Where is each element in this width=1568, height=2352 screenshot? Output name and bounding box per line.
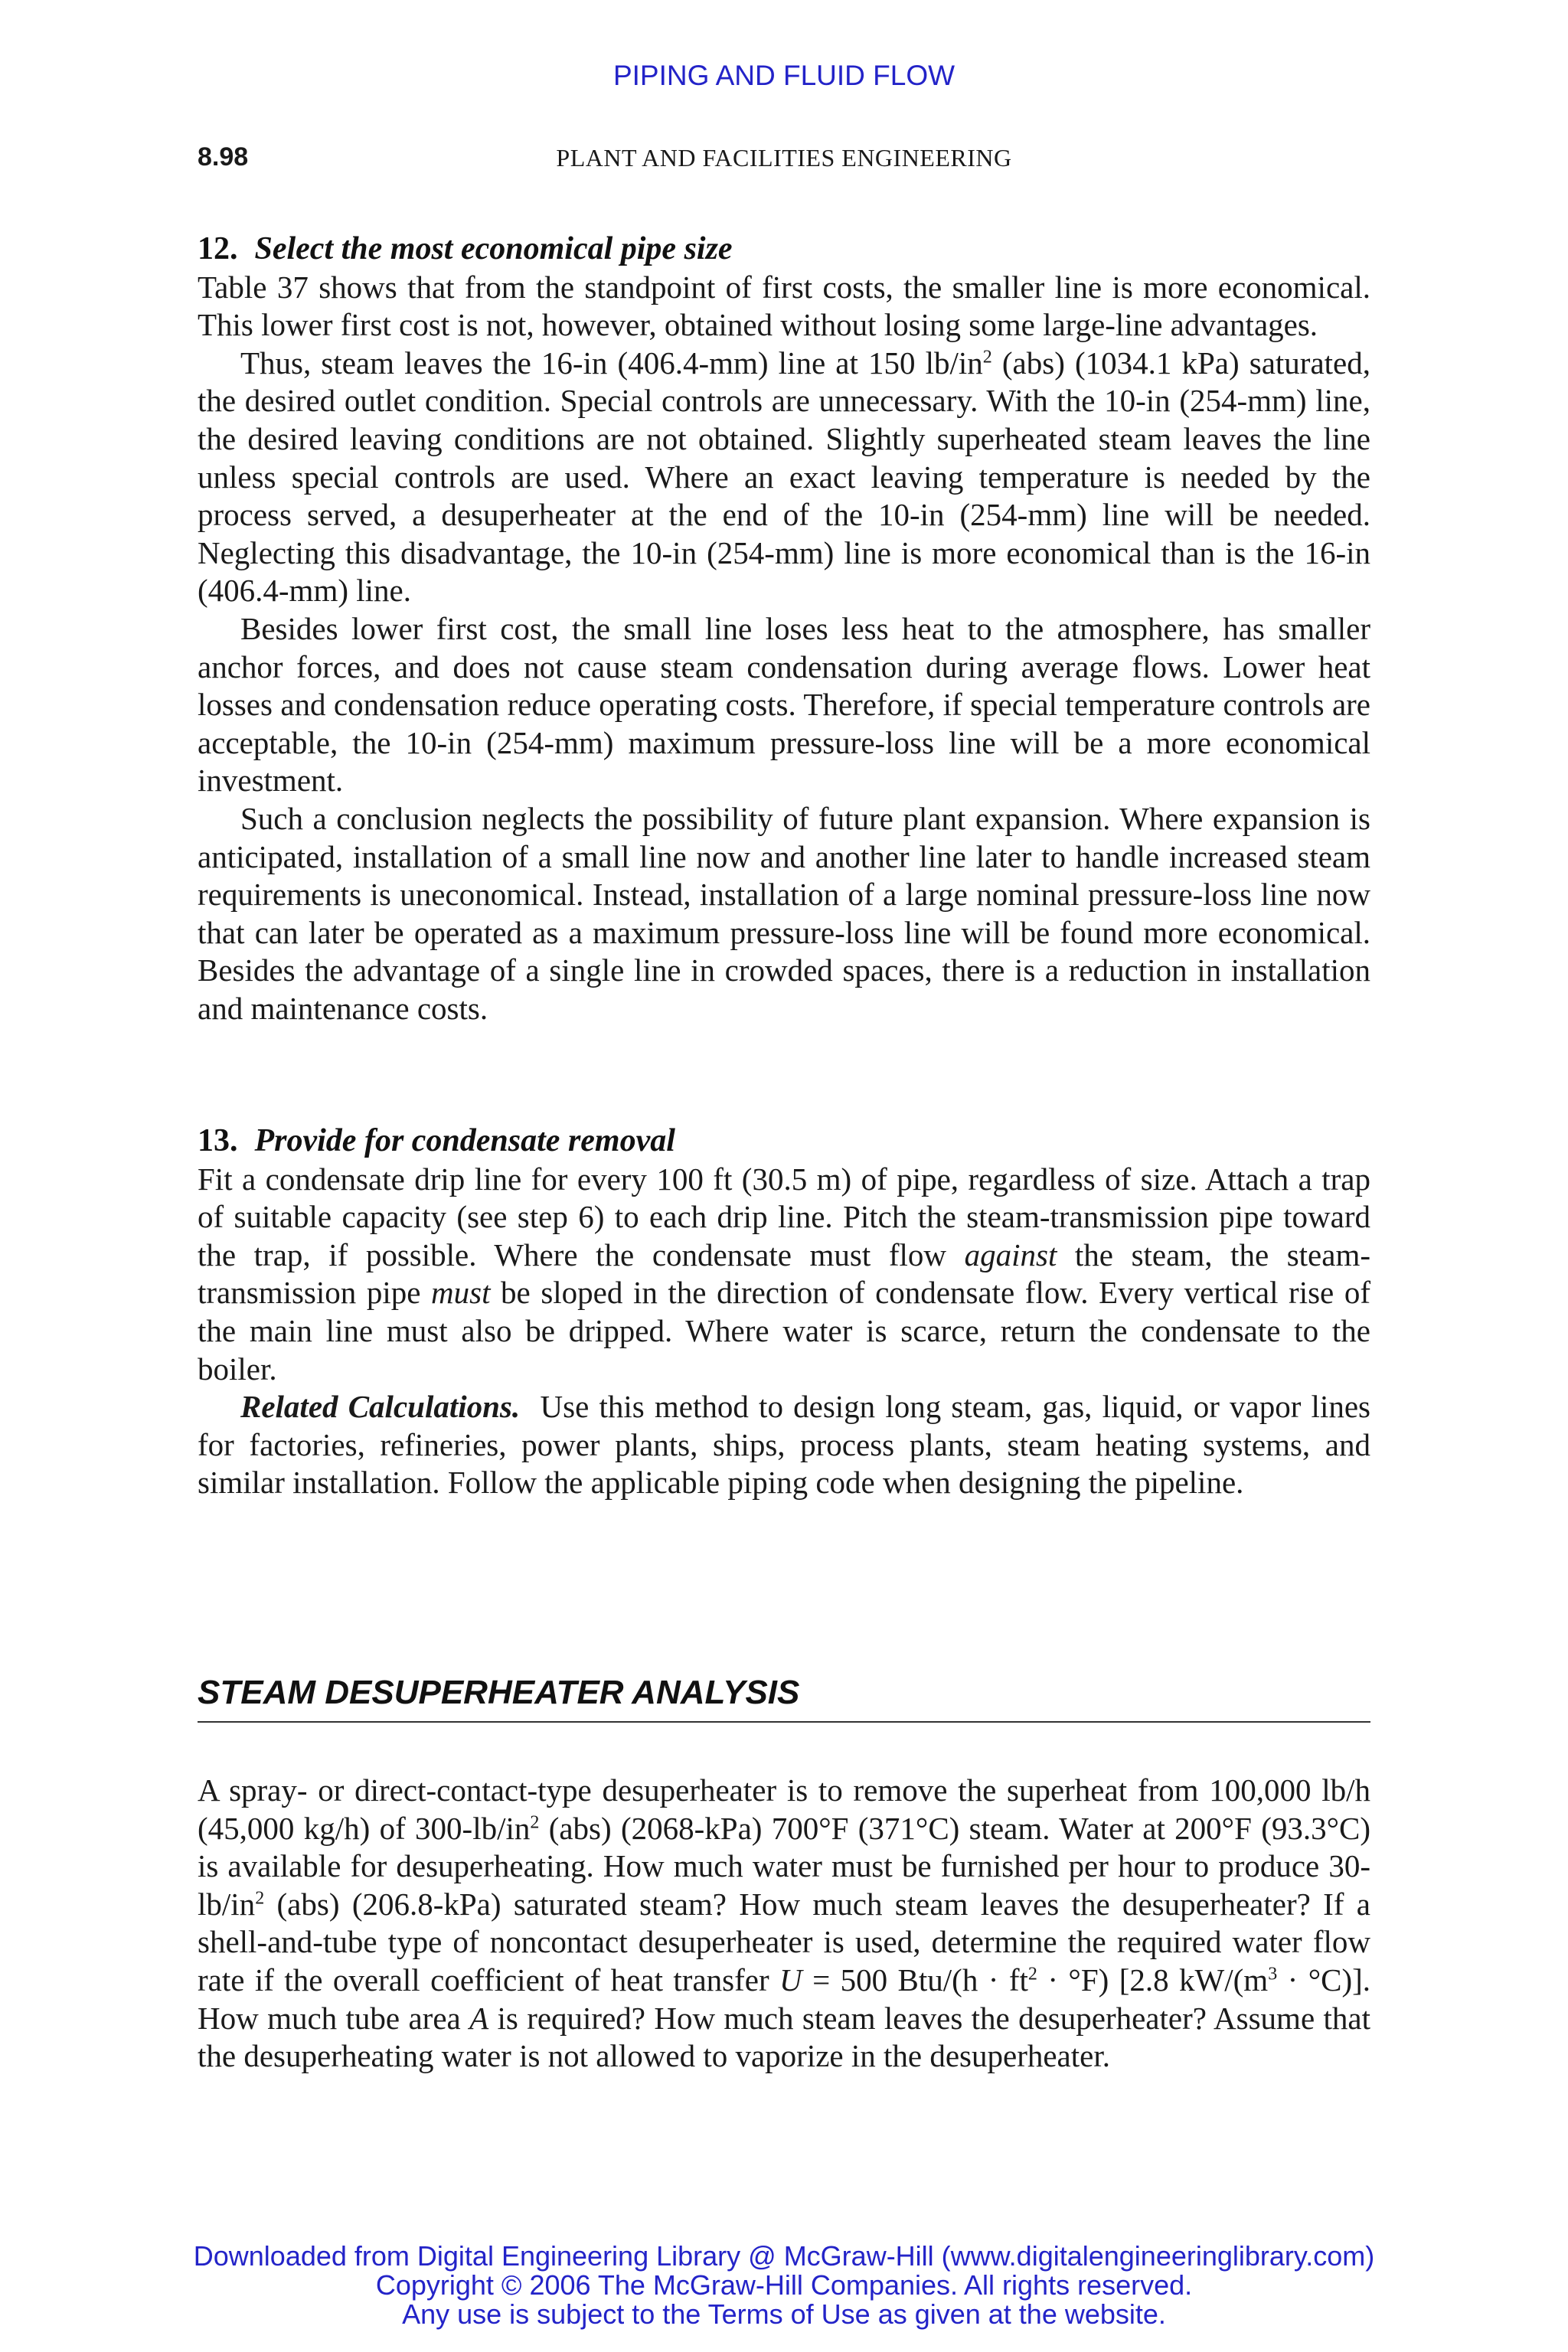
emphasis-must: must — [431, 1275, 491, 1311]
running-head: PIPING AND FLUID FLOW — [612, 60, 956, 91]
problem-text-6: · °C)]. How much tube area — [198, 1962, 1371, 2036]
variable-a: A — [469, 2000, 489, 2036]
step-12-p2-text-b: (abs) (1034.1 kPa) saturated, the desired outlet condition. Special controls are unnecessary. With the 10-in (254-mm) line, the desired leaving conditions are not obtained. Slightly superheated steam leaves the line unless special controls are used. Where an exact leaving temperature is needed by the process served, a desuperheater at the end of the 10-in (254-mm) line will be needed. Neglecting this disadvantage, the 10-in (254-mm) line is more economical than is the 16-in (406.4-mm) line. — [198, 345, 1370, 609]
related-calculations-paragraph — [198, 1388, 1370, 1502]
step-12-number: 12. — [198, 231, 238, 266]
step-12-paragraph-2 — [198, 345, 1370, 610]
related-calculations-label: Related Calculations. — [240, 1389, 521, 1425]
problem-text-5: · °F) [2.8 kW/(m — [1037, 1962, 1269, 1998]
step-13-title: Provide for condensate removal — [254, 1123, 675, 1158]
step-13-block — [198, 1122, 1370, 1502]
problem-text-4: = 500 Btu/(h · ft — [802, 1962, 1028, 1998]
superscript: 3 — [1268, 1964, 1278, 1984]
problem-text-3: (abs) (206.8-kPa) saturated steam? How much steam leaves the desuperheater? If a shell-and-tube type of noncontact desuperheater is used, determine the required water flow rate if the overall coefficient of heat transfer — [198, 1886, 1370, 1998]
variable-u: U — [779, 1962, 802, 1998]
problem-statement — [198, 1772, 1370, 2076]
step-13-p1-text-b: the steam, the steam-transmission pipe — [198, 1236, 1370, 1311]
step-12-paragraph-1: Table 37 shows that from the standpoint of first costs, the smaller line is more economical. This lower first cost is not, however, obtained without losing some large-line advantages. — [198, 269, 1370, 343]
problem-statement-block — [198, 1772, 1370, 2076]
superscript: 2 — [982, 347, 992, 368]
step-12-title: Select the most economical pipe size — [254, 231, 733, 266]
folio-line — [198, 142, 1370, 181]
related-calculations-text: Use this method to design long steam, gas, liquid, or vapor lines for factories, refineries, power plants, ships, process plants, steam heating systems, and similar installation. Follow the applicable piping code when designing the pipeline. — [198, 1389, 1370, 1501]
page-number: 8.98 — [198, 142, 249, 172]
step-13-paragraph-1 — [198, 1161, 1370, 1389]
superscript: 2 — [1027, 1964, 1037, 1984]
problem-text-2: (abs) (2068-kPa) 700°F (371°C) steam. Water at 200°F (93.3°C) is available for desuperheating. How much water must be furnished per hour to produce 30-lb/in — [198, 1810, 1370, 1922]
footer-copyright: Copyright © 2006 The McGraw-Hill Companies. All rights reserved. — [375, 2269, 1193, 2301]
footer — [0, 2242, 1568, 2329]
problem-text-7: is required? How much steam leaves the desuperheater? Assume that the desuperheating water is not allowed to vaporize in the desuperheater. — [198, 2000, 1370, 2074]
step-12-heading — [198, 230, 1370, 269]
superscript: 2 — [530, 1811, 540, 1832]
step-12-paragraph-3: Besides lower first cost, the small line loses less heat to the atmosphere, has smaller anchor forces, and does not cause steam condensation during average flows. Lower heat losses and condensation reduce operating costs. Therefore, if special temperature controls are acceptable, the 10-in (254-mm) maximum pressure-loss line will be a more economical investment. — [198, 610, 1370, 799]
book-title: PLANT AND FACILITIES ENGINEERING — [556, 144, 1012, 172]
footer-terms: Any use is subject to the Terms of Use as given at the website. — [402, 2298, 1166, 2330]
superscript: 2 — [255, 1888, 265, 1909]
step-12-p2-text-a: Thus, steam leaves the 16-in (406.4-mm) line at 150 lb/in — [240, 345, 983, 381]
step-13-heading — [198, 1122, 1370, 1161]
problem-text-1: A spray- or direct-contact-type desuperheater is to remove the superheat from 100,000 lb/h (45,000 kg/h) of 300-lb/in — [198, 1772, 1370, 1846]
section-heading: STEAM DESUPERHEATER ANALYSIS — [198, 1674, 1370, 1723]
step-13-number: 13. — [198, 1123, 238, 1158]
step-13-p1-text-c: be sloped in the direction of condensate flow. Every vertical rise of the main line must also be dripped. Where water is scarce, return the condensate to the boiler. — [198, 1275, 1370, 1387]
emphasis-against: against — [964, 1236, 1057, 1272]
footer-download-link[interactable]: Downloaded from Digital Engineering Library @ McGraw-Hill (www.digitalengineeringlibrary.com) — [193, 2240, 1375, 2272]
step-13-p1-text-a: Fit a condensate drip line for every 100 ft (30.5 m) of pipe, regardless of size. Attach a trap of suitable capacity (see step 6) to each drip line. Pitch the steam-transmission pipe toward the trap, if possible. Where the condensate must flow — [198, 1161, 1370, 1272]
step-12-paragraph-4: Such a conclusion neglects the possibility of future plant expansion. Where expansion is anticipated, installation of a small line now and another line later to handle increased steam requirements is uneconomical. Instead, installation of a large nominal pressure-loss line now that can later be operated as a maximum pressure-loss line will be found more economical. Besides the advantage of a single line in crowded spaces, there is a reduction in installation and maintenance costs. — [198, 800, 1370, 1026]
step-12-block — [198, 230, 1370, 1027]
